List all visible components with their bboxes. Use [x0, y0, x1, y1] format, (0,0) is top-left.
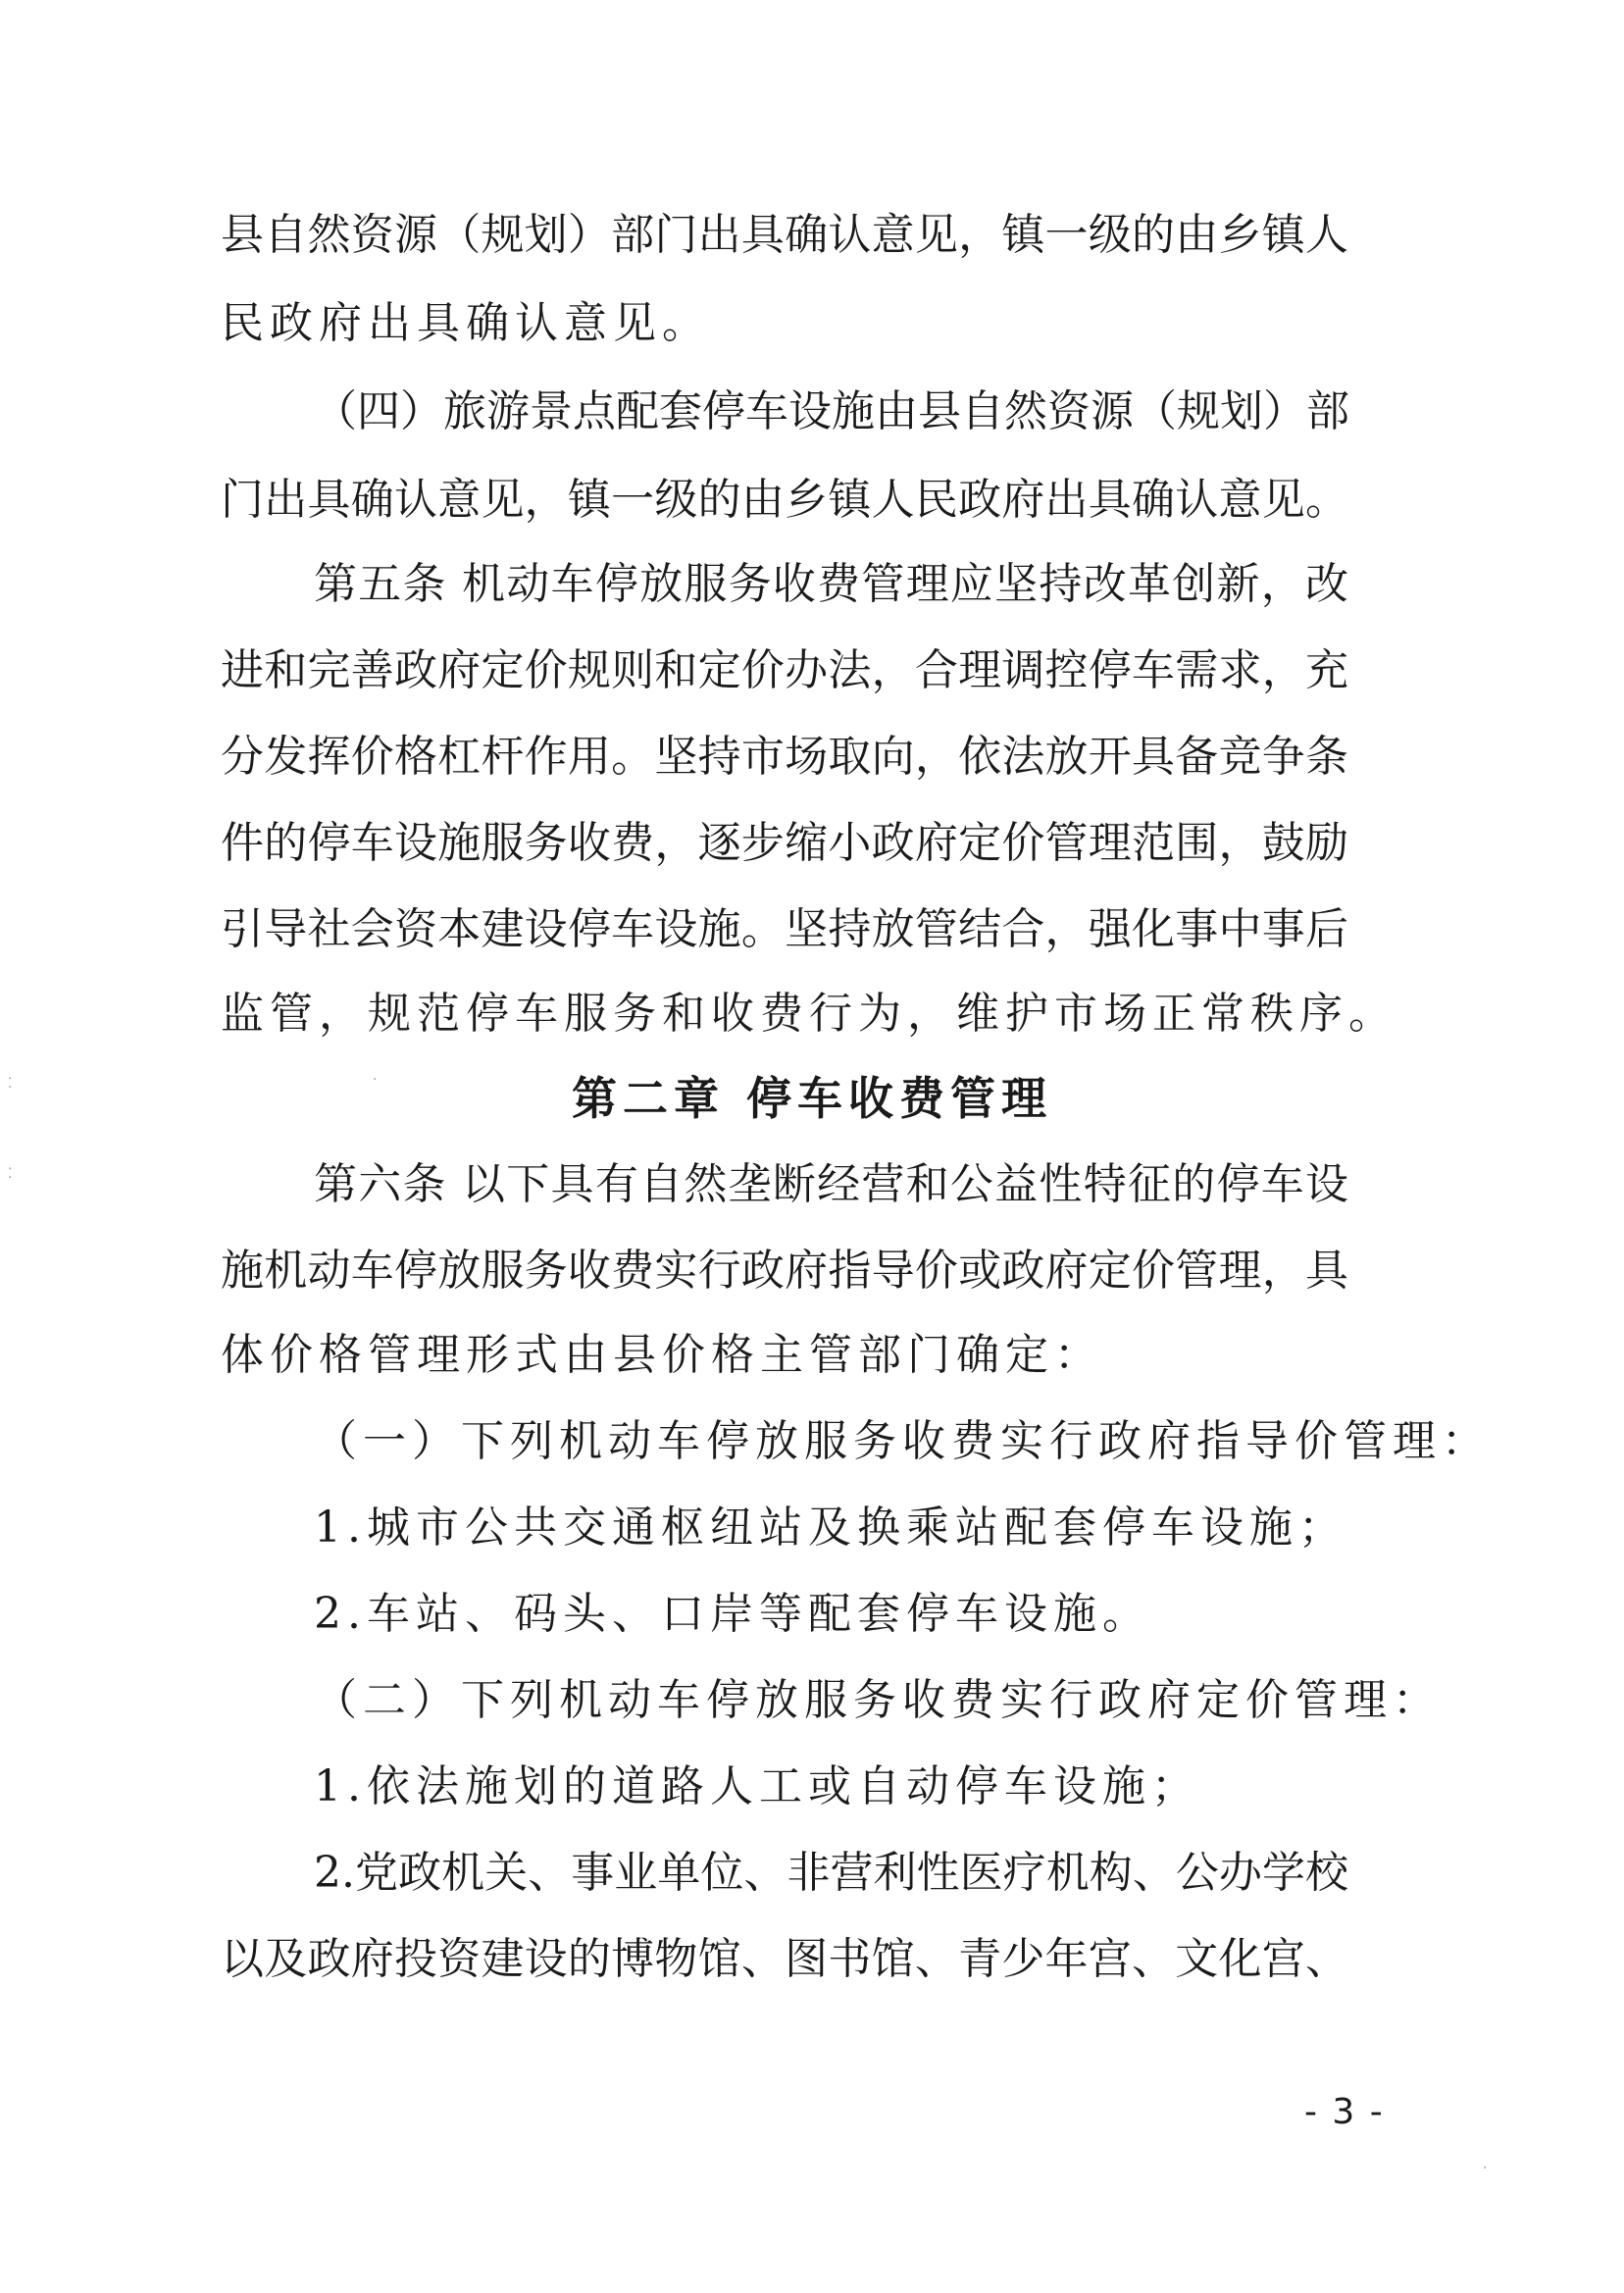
body-line: 民政府出具确认意见。: [221, 298, 711, 348]
article-6-line: 第六条 以下具有自然垄断经营和公益性特征的停车设: [314, 1159, 1348, 1209]
list-item: 2.车站、码头、口岸等配套停车设施。: [314, 1589, 1151, 1639]
body-line: 门出具确认意见，镇一级的由乡镇人民政府出具确认意见。: [221, 475, 1348, 525]
body-line: 体价格管理形式由县价格主管部门确定：: [221, 1330, 1103, 1380]
body-line: 施机动车停放服务收费实行政府指导价或政府定价管理，具: [221, 1246, 1348, 1296]
body-line: 件的停车设施服务收费，逐步缩小政府定价管理范围，鼓励: [221, 818, 1348, 868]
scan-speck: ·: [1483, 2161, 1488, 2176]
list-heading: （一）下列机动车停放服务收费实行政府指导价管理：: [314, 1416, 1491, 1466]
list-item: 1.城市公共交通枢纽站及换乘站配套停车设施；: [314, 1503, 1347, 1553]
chapter-heading: 第二章 停车收费管理: [571, 1072, 1052, 1125]
body-line: 分发挥价格杠杆作用。坚持市场取向，依法放开具备竞争条: [221, 732, 1348, 782]
list-heading: （二）下列机动车停放服务收费实行政府定价管理：: [314, 1675, 1442, 1725]
body-line: 进和完善政府定价规则和定价办法，合理调控停车需求，充: [221, 645, 1348, 695]
body-line: 监管，规范停车服务和收费行为，维护市场正常秩序。: [221, 989, 1397, 1039]
body-line: 县自然资源（规划）部门出具确认意见，镇一级的由乡镇人: [221, 210, 1348, 260]
list-item: 2.党政机关、事业单位、非营利性医疗机构、公办学校: [314, 1848, 1348, 1898]
list-item: 1.依法施划的道路人工或自动停车设施；: [314, 1761, 1200, 1811]
body-line: 引导社会资本建设停车设施。坚持放管结合，强化事中事后: [221, 904, 1348, 954]
scan-speck: ⁚: [8, 1166, 13, 1182]
article-5-line: 第五条 机动车停放服务收费管理应坚持改革创新，改: [314, 559, 1348, 609]
scan-speck: ·: [373, 1072, 378, 1088]
body-line: （四）旅游景点配套停车设施由县自然资源（规划）部: [314, 386, 1349, 436]
scan-speck: ⁚: [8, 1076, 13, 1092]
page-number: - 3 -: [1304, 2092, 1385, 2132]
body-line: 以及政府投资建设的博物馆、图书馆、青少年宫、文化宫、: [221, 1934, 1348, 1984]
